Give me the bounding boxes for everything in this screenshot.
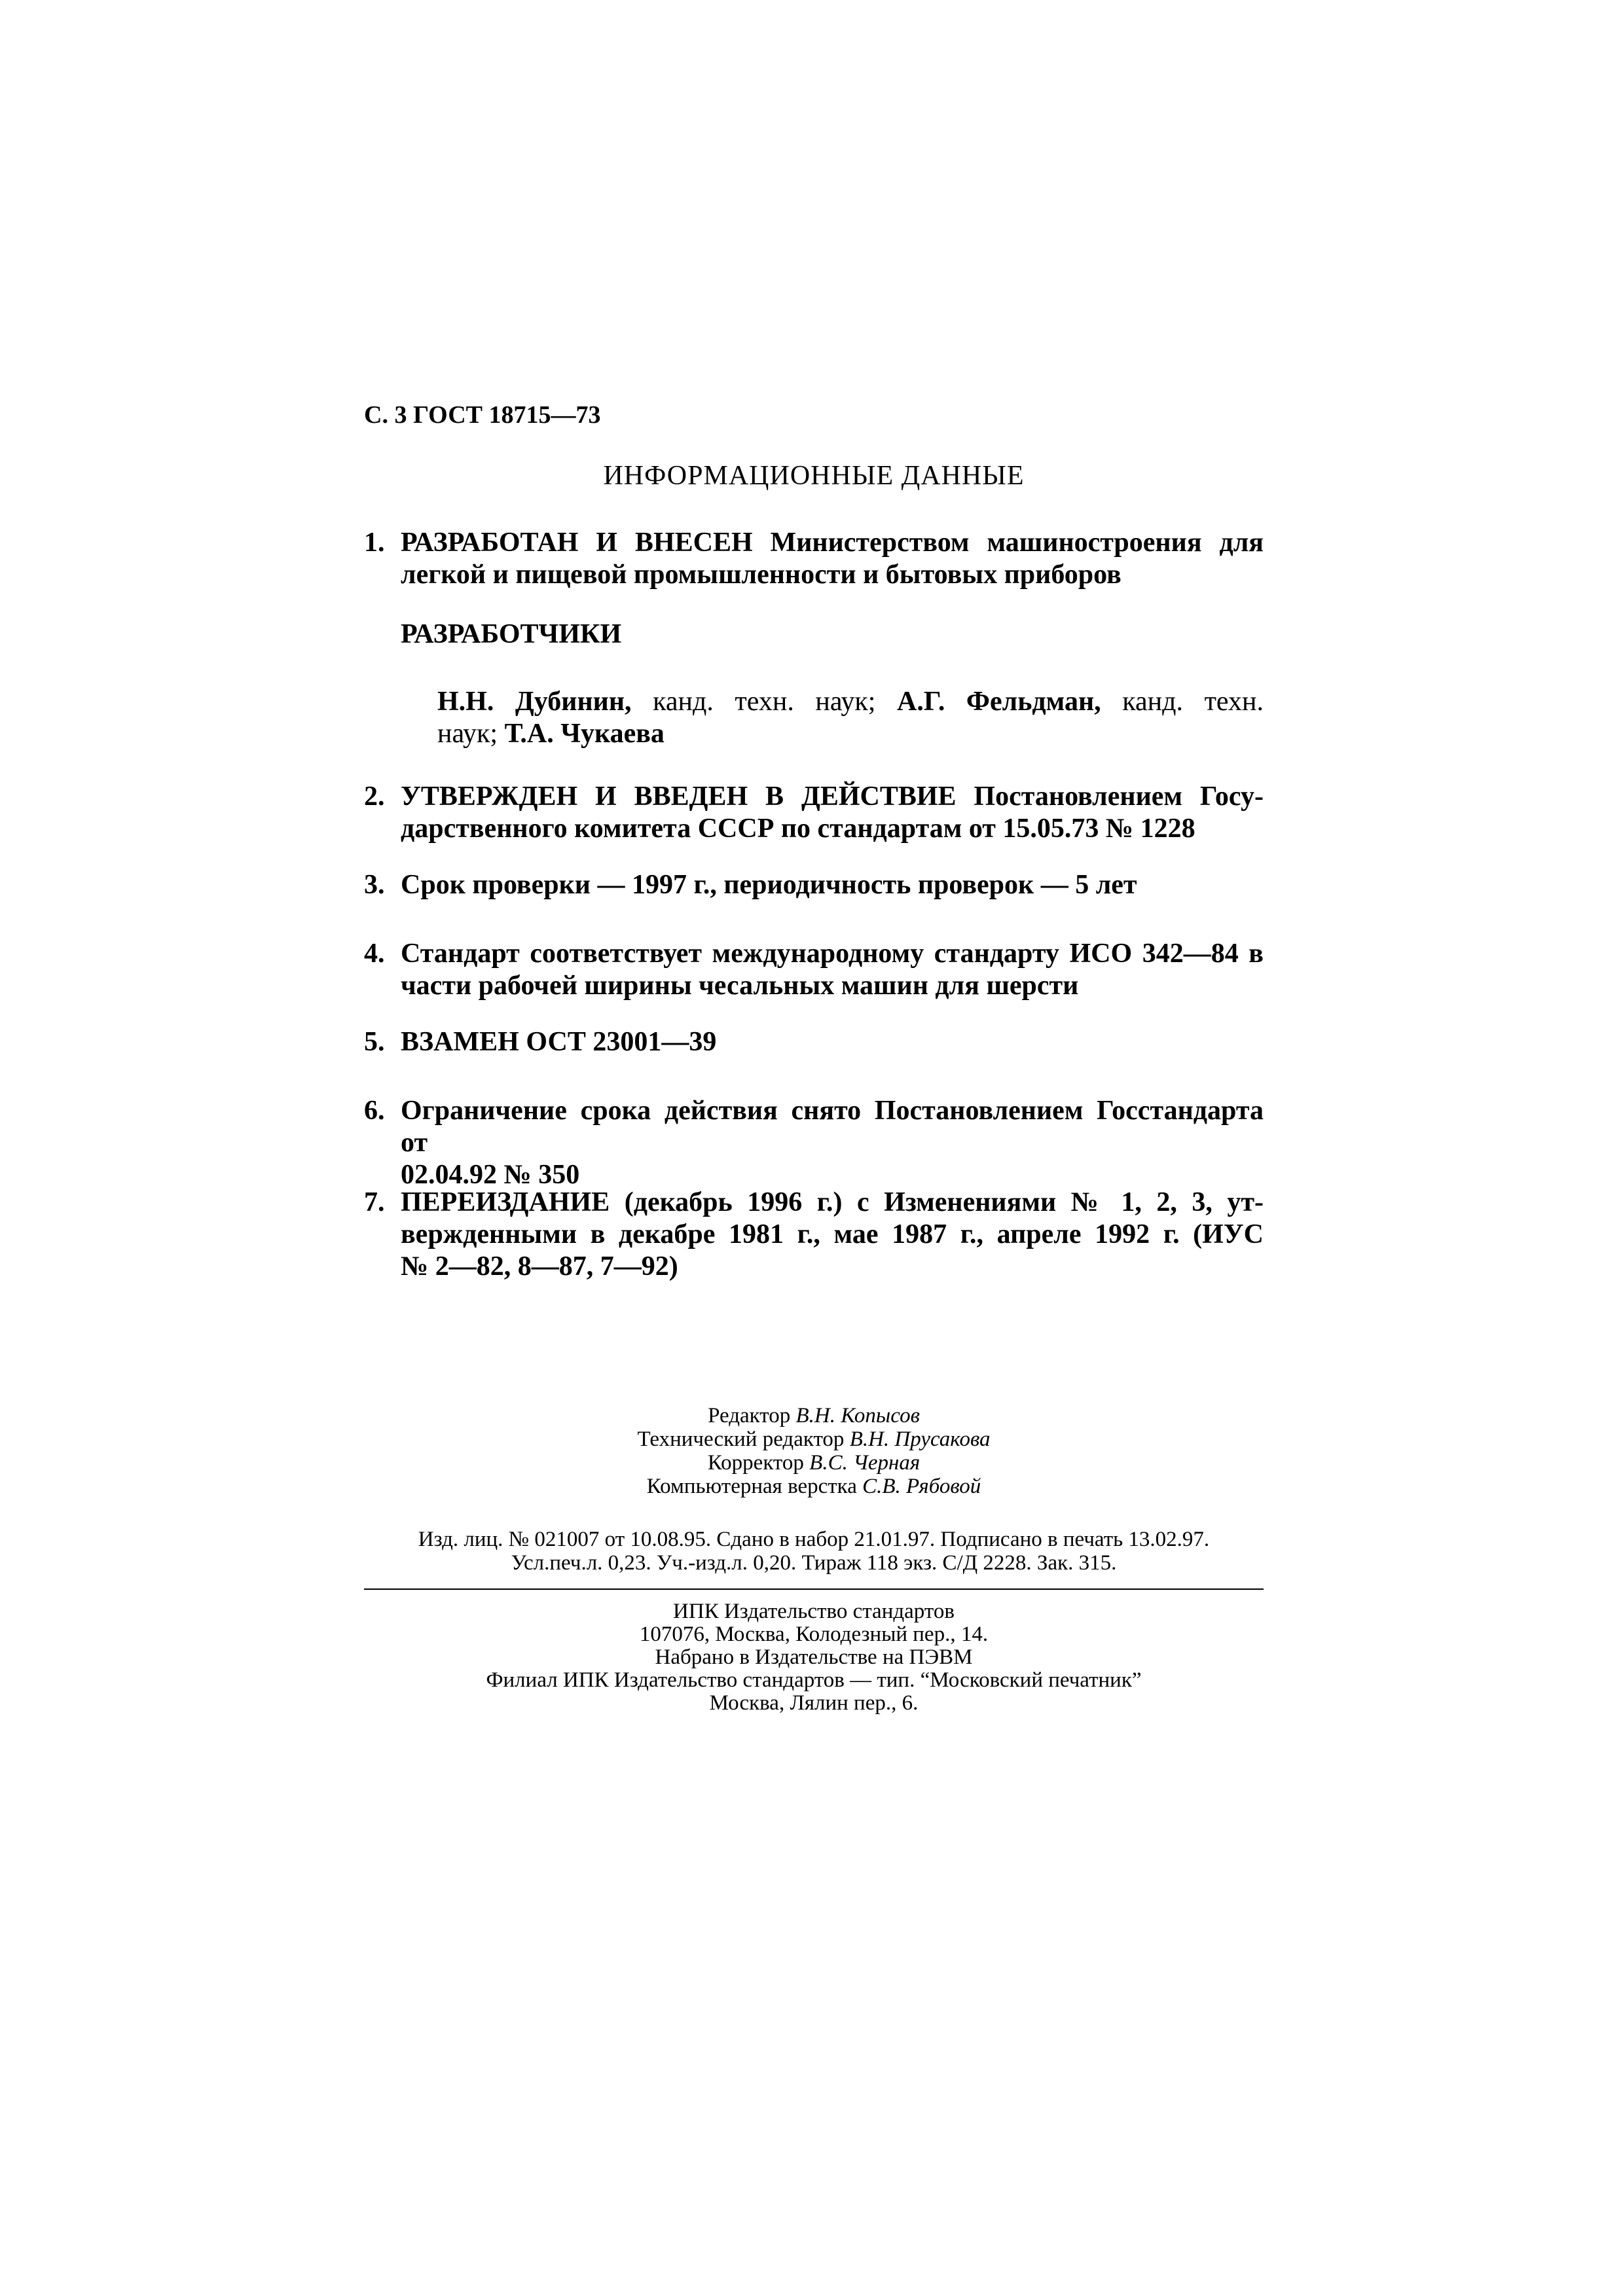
item-line: дарственного комитета СССР по стандартам от 15.05.73 № 1228 (401, 814, 1195, 844)
developer-name: Т.А. Чукаева (504, 719, 665, 749)
section-title: ИНФОРМАЦИОННЫЕ ДАННЫЕ (603, 461, 1025, 491)
item-line: РАЗРАБОТАН И ВНЕСЕН Министерством машиностроения для (401, 528, 1264, 558)
item-line: ПЕРЕИЗДАНИЕ (декабрь 1996 г.) с Изменениями № 1, 2, 3, ут- (401, 1187, 1264, 1217)
developers-list (437, 686, 1264, 750)
press-line: Москва, Лялин пер., 6. (709, 1691, 919, 1715)
item-number: 4. (364, 939, 385, 969)
credit-line (364, 1427, 1264, 1451)
info-item-1 (364, 527, 1264, 590)
item-number: 6. (364, 1096, 385, 1126)
item-line: части рабочей ширины чесальных машин для шерсти (401, 971, 1079, 1001)
credit-name: В.С. Черная (809, 1451, 921, 1475)
horizontal-divider (364, 1588, 1264, 1590)
item-number: 7. (364, 1187, 385, 1217)
item-line: Ограничение срока действия снято Постановлением Госстандарта от (401, 1096, 1264, 1158)
item-line: 02.04.92 № 350 (401, 1160, 580, 1190)
credit-line (364, 1404, 1264, 1427)
item-line: № 2—82, 8—87, 7—92) (401, 1251, 678, 1282)
press-line: Набрано в Издательстве на ПЭВМ (655, 1645, 973, 1669)
credit-name: С.В. Рябовой (862, 1475, 981, 1498)
credit-name: В.Н. Прусакова (849, 1427, 991, 1451)
credit-name: В.Н. Копысов (795, 1404, 920, 1427)
press-line: Филиал ИПК Издательство стандартов — тип. “Московский печатник” (486, 1668, 1142, 1692)
info-item-7 (364, 1187, 1264, 1282)
press-info (364, 1600, 1264, 1715)
editorial-credits (364, 1404, 1264, 1498)
item-number: 5. (364, 1027, 385, 1057)
developer-name: Н.Н. Дубинин, (437, 687, 632, 717)
credit-line (364, 1475, 1264, 1498)
item-number: 2. (364, 781, 385, 812)
info-item-2 (364, 781, 1264, 844)
developer-title: наук; (437, 719, 498, 749)
publication-line: Усл.печ.л. 0,23. Уч.-изд.л. 0,20. Тираж 118 экз. С/Д 2228. Зак. 315. (511, 1551, 1117, 1575)
credit-role: Редактор (708, 1404, 791, 1427)
item-line: Стандарт соответствует международному стандарту ИСО 342—84 в (401, 939, 1264, 969)
credit-role: Корректор (707, 1451, 804, 1475)
item-number: 1. (364, 528, 385, 558)
page-header: С. 3 ГОСТ 18715—73 (364, 401, 601, 429)
developers-label: РАЗРАБОТЧИКИ (401, 619, 622, 649)
info-item-4 (364, 938, 1264, 1001)
developer-title: канд. техн. наук; (653, 687, 876, 717)
item-line: легкой и пищевой промышленности и бытовых приборов (401, 560, 1122, 590)
press-line: ИПК Издательство стандартов (673, 1600, 955, 1623)
credit-line (364, 1451, 1264, 1475)
item-line: вержденными в декабре 1981 г., мае 1987 г., апреле 1992 г. (ИУС (401, 1219, 1264, 1249)
item-line: Срок проверки — 1997 г., периодичность проверок — 5 лет (401, 870, 1137, 900)
publication-details (364, 1528, 1264, 1575)
developer-title: канд. техн. (1122, 687, 1264, 717)
developer-name: А.Г. Фельдман, (897, 687, 1101, 717)
item-line: ВЗАМЕН ОСТ 23001—39 (401, 1027, 717, 1057)
item-number: 3. (364, 870, 385, 900)
publication-line: Изд. лиц. № 021007 от 10.08.95. Сдано в набор 21.01.97. Подписано в печать 13.02.97. (418, 1528, 1210, 1551)
credit-role: Технический редактор (637, 1427, 845, 1451)
info-item-5 (364, 1026, 1264, 1058)
info-item-6 (364, 1095, 1264, 1190)
press-line: 107076, Москва, Колодезный пер., 14. (639, 1623, 989, 1646)
info-item-3 (364, 869, 1264, 901)
item-line: УТВЕРЖДЕН И ВВЕДЕН В ДЕЙСТВИЕ Постановлением Госу- (401, 781, 1264, 812)
credit-role: Компьютерная верстка (646, 1475, 857, 1498)
